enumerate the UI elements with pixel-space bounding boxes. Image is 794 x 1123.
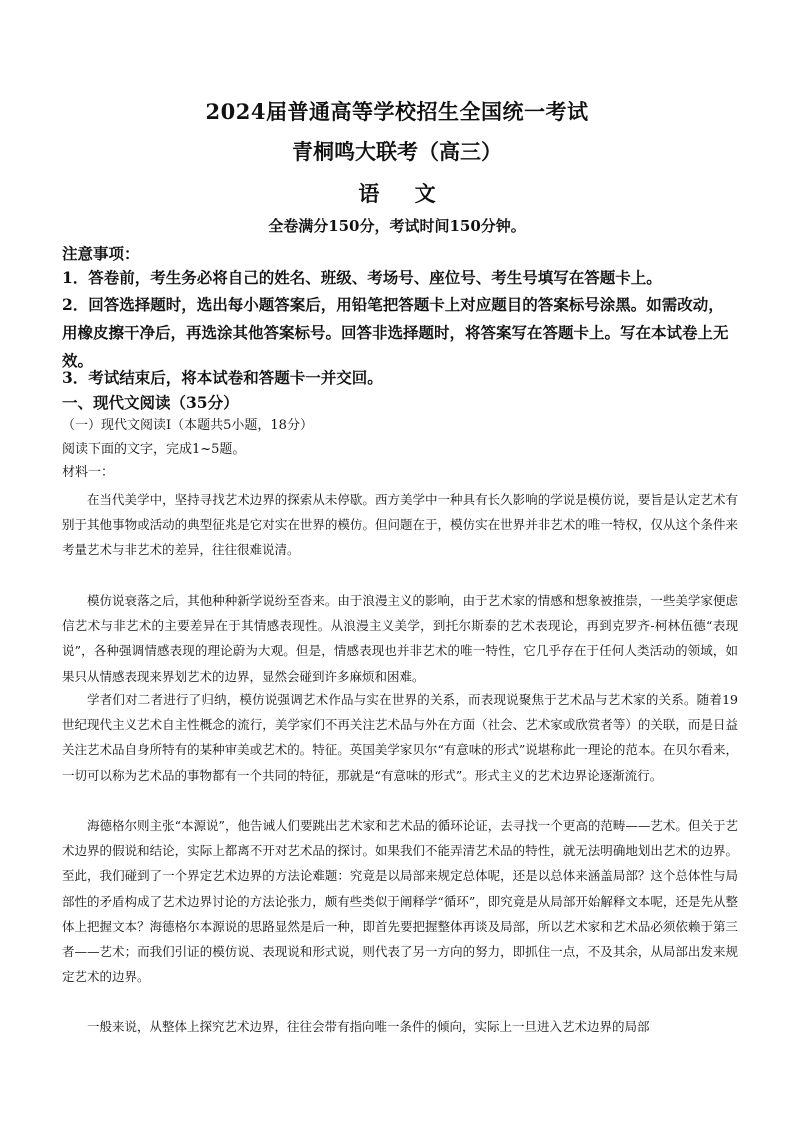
notice-item-1: 1．答卷前，考生务必将自己的姓名、班级、考场号、座位号、考生号填写在答题卡上。	[62, 268, 662, 287]
paragraph-text: 海德格尔则主张“本源说”，他告诫人们要跳出艺术家和艺术品的循环论证，去寻找一个更高的范畴——艺术。但关于艺术边界的假说和结论，实际上都离不开对艺术品的探讨。如果我们不能弄清艺术品的特性，就无法明确地划出艺术的边界。至此，我们碰到了一个界定艺术边界的方法论难题：究竟是以局部来规定总体呢，还是以总体来涵盖局部？这个总体性与局部性的矛盾构成了艺术边界讨论的方法论张力，颇有些类似于阐释学“循环”，即究竟是从局部开始解释文本呢，还是先从整体上把握文本？海德格尔本源说的思路显然是后一种，即首先要把握整体再谈及局部，所以艺术家和艺术品必须依赖于第三者——艺术；而我们引证的模仿说、表现说和形式说，则代表了另一方向的努力，即抓住一点，不及其余，从局部出发来规定艺术的边界。	[62, 818, 738, 985]
paragraph-1	[62, 487, 738, 563]
paragraph-text: 一般来说，从整体上探究艺术边界，往往会带有指向唯一条件的倾向，实际上一旦进入艺术边界的局部	[87, 1019, 650, 1034]
paragraph-4	[62, 813, 738, 989]
reading-instruction: 阅读下面的文字，完成1~5题。	[62, 442, 246, 457]
notice-heading: 注意事项：	[62, 244, 140, 263]
paragraph-text: 学者们对二者进行了归纳，模仿说强调艺术作品与实在世界的关系，而表现说聚焦于艺术品与艺术家的关系。随着19世纪现代主义艺术自主性概念的流行，美学家们不再关注艺术品与外在方面（社会、艺术家或欣赏者等）的关联，而是日益关注艺术品自身所特有的某种审美或艺术的。特征。英国美学家贝尔“有意味的形式”说堪称此一理论的范本。在贝尔看来，一切可以称为艺术品的事物都有一个共同的特征，那就是“有意味的形式”。形式主义的艺术边界论逐渐流行。	[62, 692, 738, 783]
part-title: （一）现代文阅读Ⅰ（本题共5小题，18分）	[62, 418, 313, 433]
section-title: 一、现代文阅读（35分）	[62, 393, 239, 412]
subject-title: 语 文	[358, 181, 450, 206]
material-label: 材料一：	[62, 465, 115, 480]
paragraph-text: 模仿说衰落之后，其他种种新学说纷至沓来。由于浪漫主义的影响，由于艺术家的情感和想象被推崇，一些美学家便虑信艺术与非艺术的主要差异在于其情感表现性。从浪漫主义美学，到托尔斯泰的艺术表现论，再到克罗齐-柯林伍德“表现说”，各种强调情感表现的理论蔚为大观。但是，情感表现也并非艺术的唯一特性，它几乎存在于任何人类活动的领域，如果只从情感表现来界划艺术的边界，显然会碰到许多麻烦和困难。	[62, 593, 738, 684]
paragraph-2	[62, 588, 738, 689]
paragraph-3	[62, 687, 738, 788]
notice-item-3: 3．考试结束后，将本试卷和答题卡一并交回。	[62, 368, 383, 387]
exam-subtitle: 青桐鸣大联考（高三）	[292, 139, 502, 164]
paragraph-5	[62, 1014, 738, 1039]
exam-title: 2024届普通高等学校招生全国统一考试	[205, 99, 589, 124]
notice-item-2: 2．回答选择题时，选出每小题答案后，用铅笔把答题卡上对应题目的答案标号涂黑。如需改动，用橡皮擦干净后，再选涂其他答案标号。回答非选择题时，将答案写在答题卡上。写在本试卷上无效。	[62, 295, 729, 370]
score-info: 全卷满分150分，考试时间150分钟。	[268, 217, 526, 235]
paragraph-text: 在当代美学中，坚持寻找艺术边界的探索从未停歇。西方美学中一种具有长久影响的学说是模仿说，要旨是认定艺术有别于其他事物或活动的典型征兆是它对实在世界的模仿。但问题在于，模仿实在世界并非艺术的唯一特权，仅从这个条件来考量艺术与非艺术的差异，往往很难说清。	[62, 492, 738, 558]
